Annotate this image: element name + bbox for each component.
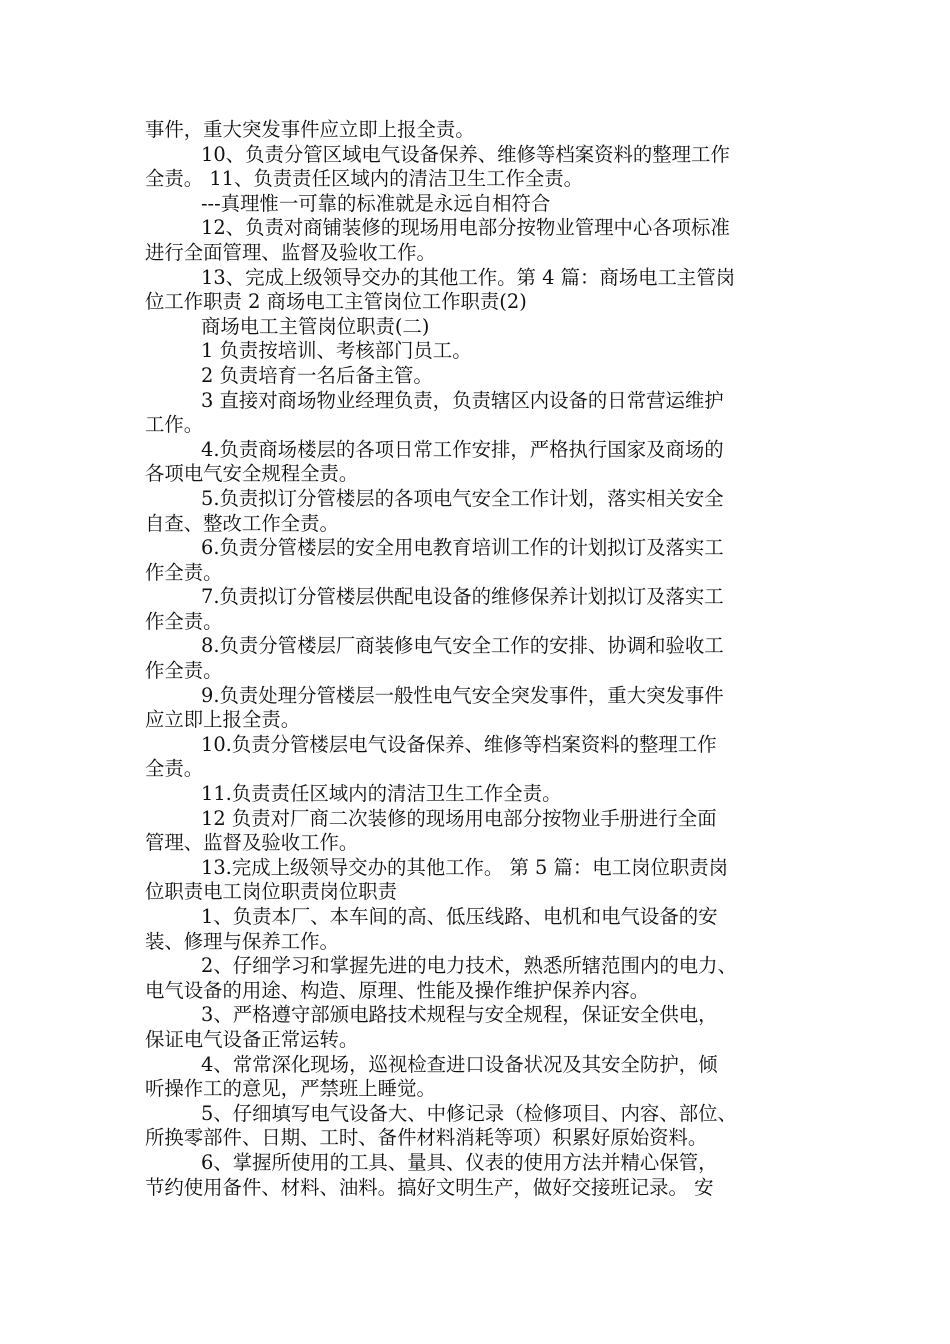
- text-line-20: 7.负责拟订分管楼层供配电设备的维修保养计划拟订及落实工: [201, 585, 724, 609]
- text-line-1: 事件，重大突发事件应立即上报全责。: [145, 118, 475, 141]
- text-line-25: 应立即上报全责。: [145, 708, 301, 732]
- text-line-3: 全责。 11、负责责任区域内的清洁卫生工作全责。: [145, 167, 584, 191]
- document-page: [145, 118, 810, 1200]
- text-line-38: 保证电气设备正常运转。: [145, 1027, 359, 1051]
- text-line-36: 电气设备的用途、构造、原理、性能及操作维护保养内容。: [145, 978, 650, 1002]
- text-line-43: 6、掌握所使用的工具、量具、仪表的使用方法并精心保管，: [201, 1150, 718, 1174]
- text-line-33: 1、负责本厂、本车间的高、低压线路、电机和电气设备的安: [201, 905, 718, 928]
- text-line-42: 所换零部件、日期、工时、备件材料消耗等项）积累好原始资料。: [145, 1126, 708, 1150]
- text-line-27: 全责。: [145, 757, 204, 781]
- text-line-5: 12、负责对商铺装修的现场用电部分按物业管理中心各项标准: [201, 216, 730, 240]
- text-line-13: 工作。: [145, 413, 204, 437]
- text-line-8: 位工作职责 2 商场电工主管岗位工作职责(2): [145, 290, 527, 314]
- text-line-16: 5.负责拟订分管楼层的各项电气安全工作计划，落实相关安全: [201, 486, 724, 510]
- text-line-37: 3、严格遵守部颁电路技术规程与安全规程，保证安全供电，: [201, 1003, 718, 1027]
- text-line-40: 听操作工的意见，严禁班上睡觉。: [145, 1077, 436, 1101]
- text-line-9: 商场电工主管岗位职责(二): [201, 314, 430, 338]
- text-line-44: 节约使用备件、材料、油料。搞好文明生产，做好交接班记录。 安: [145, 1175, 714, 1199]
- text-line-26: 10.负责分管楼层电气设备保养、维修等档案资料的整理工作: [201, 732, 717, 756]
- text-line-30: 管理、监督及验收工作。: [145, 831, 359, 855]
- text-line-4: ---真理惟一可靠的标准就是永远自相符合: [201, 191, 551, 215]
- text-line-19: 作全责。: [145, 560, 223, 584]
- text-line-35: 2、仔细学习和掌握先进的电力技术，熟悉所辖范围内的电力、: [201, 954, 737, 978]
- text-line-15: 各项电气安全规程全责。: [145, 462, 359, 486]
- text-line-21: 作全责。: [145, 609, 223, 633]
- text-line-34: 装、修理与保养工作。: [145, 929, 339, 953]
- text-line-11: 2 负责培育一名后备主管。: [201, 363, 433, 387]
- text-line-2: 10、负责分管区域电气设备保养、维修等档案资料的整理工作: [201, 142, 730, 166]
- text-line-12: 3 直接对商场物业经理负责，负责辖区内设备的日常营运维护: [201, 388, 724, 412]
- text-line-23: 作全责。: [145, 659, 223, 683]
- text-line-39: 4、常常深化现场，巡视检查进口设备状况及其安全防护，倾: [201, 1052, 718, 1076]
- text-line-10: 1 负责按培训、考核部门员工。: [201, 339, 472, 363]
- text-line-31: 13.完成上级领导交办的其他工作。 第 5 篇：电工岗位职责岗: [201, 855, 729, 879]
- text-line-6: 进行全面管理、监督及验收工作。: [145, 240, 436, 264]
- text-line-18: 6.负责分管楼层的安全用电教育培训工作的计划拟订及落实工: [201, 536, 724, 560]
- text-line-29: 12 负责对厂商二次装修的现场用电部分按物业手册进行全面: [201, 806, 717, 830]
- text-line-17: 自查、整改工作全责。: [145, 511, 339, 535]
- text-line-28: 11.负责责任区域内的清洁卫生工作全责。: [201, 782, 562, 806]
- text-line-14: 4.负责商场楼层的各项日常工作安排，严格执行国家及商场的: [201, 437, 724, 461]
- text-line-22: 8.负责分管楼层厂商装修电气安全工作的安排、协调和验收工: [201, 634, 724, 658]
- text-line-32: 位职责电工岗位职责岗位职责: [145, 880, 398, 904]
- text-line-24: 9.负责处理分管楼层一般性电气安全突发事件，重大突发事件: [201, 683, 724, 707]
- text-line-41: 5、仔细填写电气设备大、中修记录（检修项目、内容、部位、: [201, 1101, 737, 1125]
- text-line-7: 13、完成上级领导交办的其他工作。第 4 篇：商场电工主管岗: [201, 265, 736, 289]
